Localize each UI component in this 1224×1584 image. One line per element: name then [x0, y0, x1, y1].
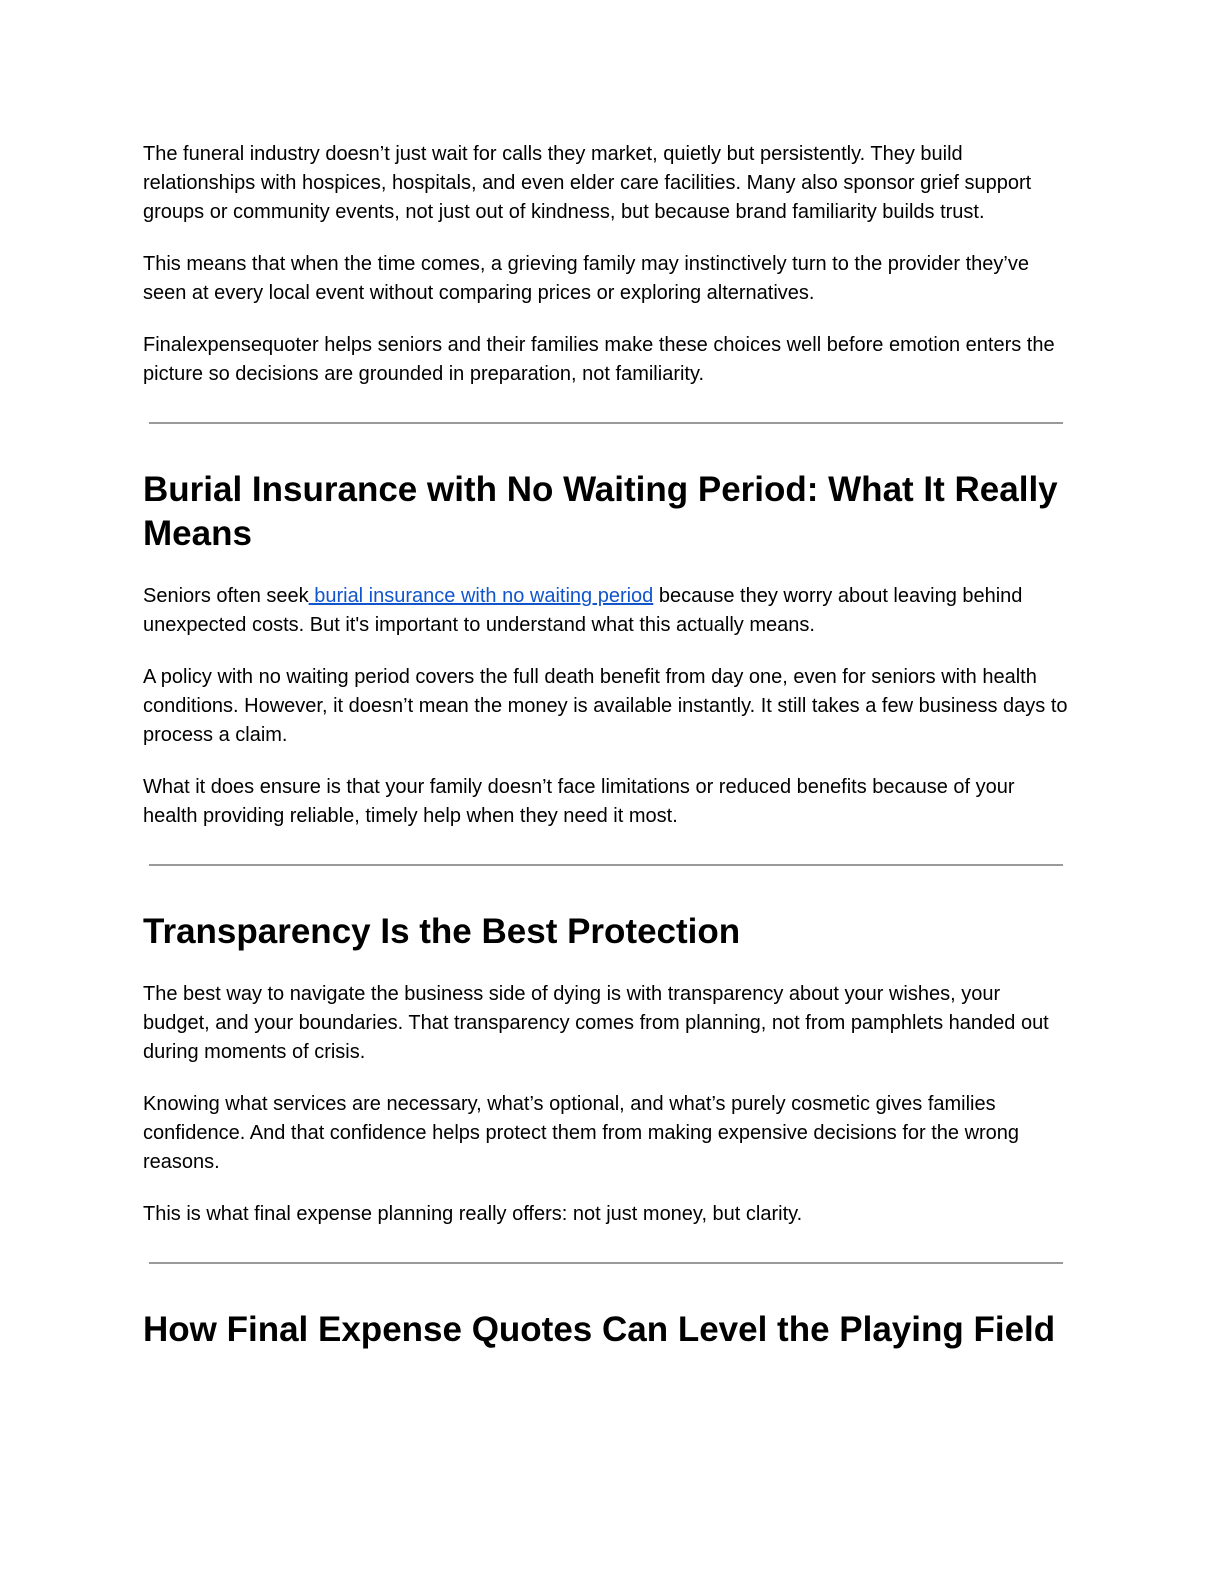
burial-insurance-link[interactable]: burial insurance with no waiting period [308, 585, 654, 607]
document-page [143, 140, 1068, 1352]
transparency-paragraph-2: Knowing what services are necessary, what’s optional, and what’s purely cosmetic gives families confidence. And that confidence helps protect them from making expensive decisions for the wrong reasons. [143, 1093, 1020, 1173]
heading-transparency: Transparency Is the Best Protection [143, 912, 741, 951]
burial-paragraph-3: What it does ensure is that your family doesn’t face limitations or reduced benefits because of your health providing reliable, timely help when they need it most. [143, 776, 1015, 827]
transparency-paragraph-1: The best way to navigate the business side of dying is with transparency about your wishes, your budget, and your boundaries. That transparency comes from planning, not from pamphlets handed out during moments of crisis. [143, 983, 1049, 1063]
intro-paragraph-1: The funeral industry doesn’t just wait for calls they market, quietly but persistently. They build relationships with hospices, hospitals, and even elder care facilities. Many also sponsor grief support groups or community events, not just out of kindness, but because brand familiarity builds trust. [143, 143, 1032, 223]
heading-burial-insurance: Burial Insurance with No Waiting Period: What It Really Means [143, 470, 1058, 553]
section-divider [149, 422, 1063, 424]
section-divider [149, 864, 1063, 866]
burial-paragraph-2: A policy with no waiting period covers the full death benefit from day one, even for seniors with health conditions. However, it doesn’t mean the money is available instantly. It still takes a few business days to process a claim. [143, 666, 1068, 746]
burial-paragraph-1-end: because they worry about leaving behind unexpected costs. But it's important to understand what this actually means. [143, 585, 1023, 636]
transparency-paragraph-3: This is what final expense planning really offers: not just money, but clarity. [143, 1203, 803, 1225]
heading-final-expense-quotes: How Final Expense Quotes Can Level the Playing Field [143, 1310, 1056, 1349]
intro-paragraph-3: Finalexpensequoter helps seniors and their families make these choices well before emotion enters the picture so decisions are grounded in preparation, not familiarity. [143, 334, 1055, 385]
section-divider [149, 1262, 1063, 1264]
burial-paragraph-1 [143, 582, 1068, 640]
intro-paragraph-2: This means that when the time comes, a grieving family may instinctively turn to the provider they’ve seen at every local event without comparing prices or exploring alternatives. [143, 253, 1029, 304]
burial-paragraph-1-start: Seniors often seek [143, 585, 309, 607]
